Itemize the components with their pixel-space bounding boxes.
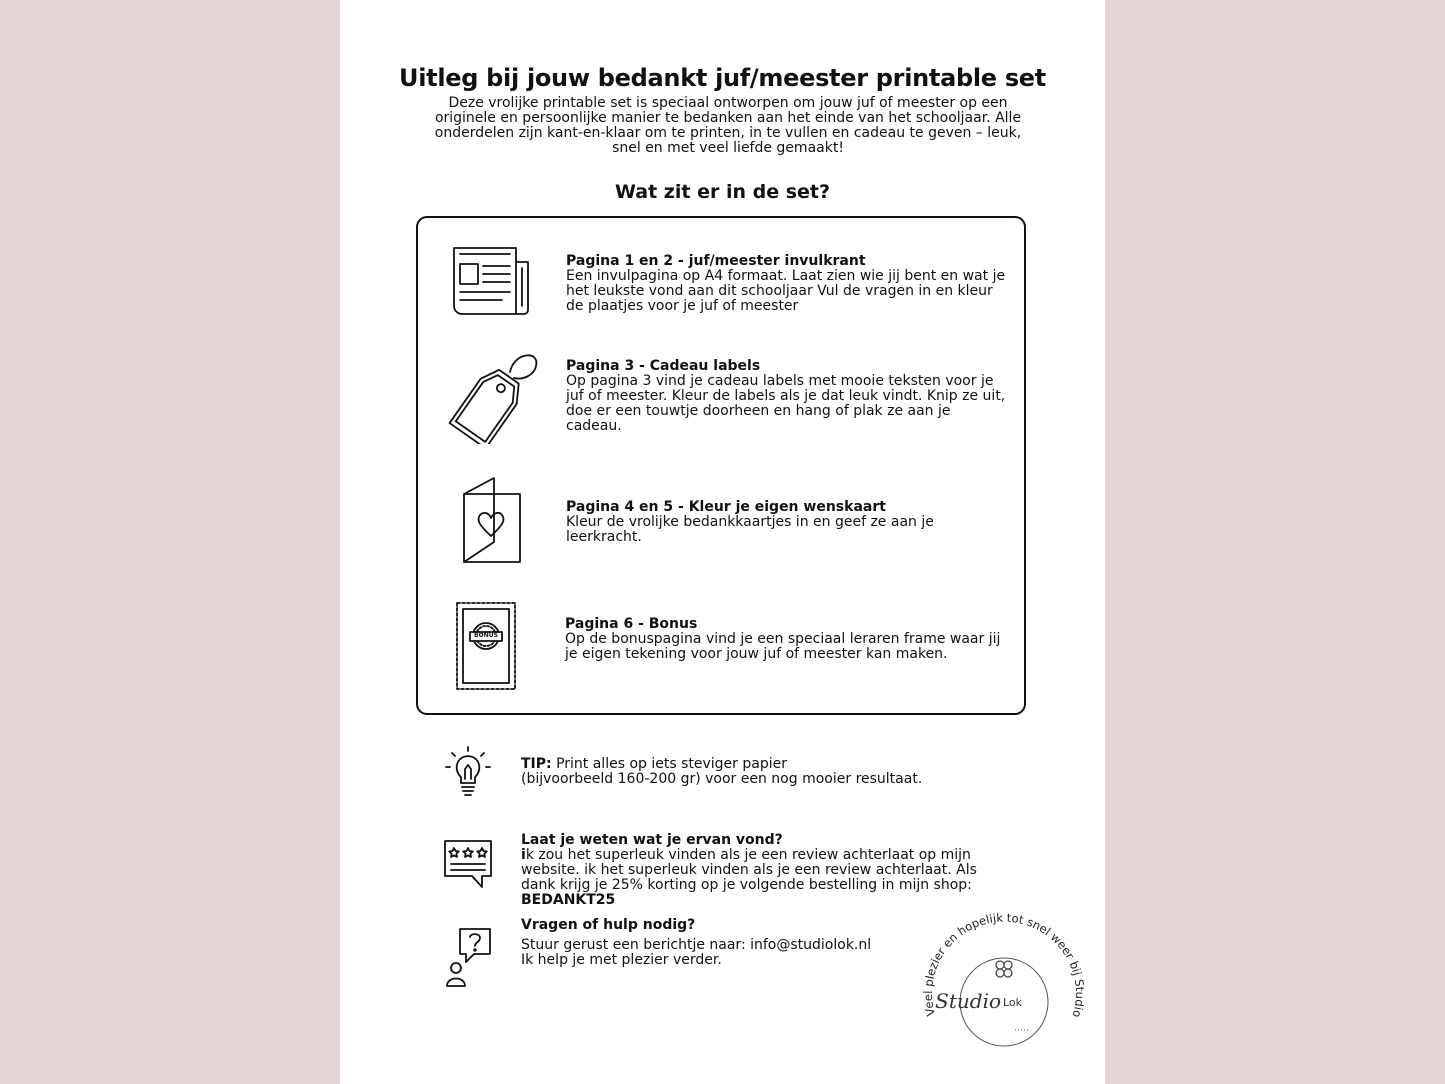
item-heading: Pagina 1 en 2 - juf/meester invulkrant [566,253,866,269]
stamp-logo-text: Lok [1003,996,1023,1009]
item-gift-tags [566,359,1006,434]
intro-paragraph: Deze vrolijke printable set is speciaal ontworpen om jouw juf of meester op een originele en persoonlijke manier te bedanken aan het einde van het schooljaar. Alle onderdelen zijn kant-en-klaar om te printen, in te vullen en cadeau te geven – leuk, snel en met veel liefde gemaakt! [434,95,1022,156]
section-subtitle: Wat zit er in de set? [615,181,830,203]
help-heading: Vragen of hulp nodig? [521,917,696,933]
stamp-arc-text: Veel plezier en hopelijk tot snel weer bij Studio [920,910,1088,1020]
greeting-card-icon [458,474,528,566]
page-title: Uitleg bij jouw bedankt juf/meester printable set [399,64,1046,92]
help-line-2: Ik help je met plezier verder. [521,952,722,968]
item-text: Op pagina 3 vind je cadeau labels met mooie teksten voor je juf of meester. Kleur de labels als je dat leuk vindt. Knip ze uit, doe er een touwtje doorheen en hang of plak ze aan je cadeau. [566,373,1006,434]
item-heading: Pagina 6 - Bonus [565,616,698,632]
review-text: k zou het superleuk vinden als je een review achterlaat op mijn website. ik het superleuk vinden als je een review achterlaat. Als dank krijg je 25% korting op je volgende bestelling in mijn shop: [521,847,977,893]
clover-icon [996,961,1012,977]
tip-line-2: (bijvoorbeeld 160-200 gr) voor een nog mooier resultaat. [521,771,923,787]
lightbulb-icon [444,745,492,799]
contents-box [416,216,1026,715]
stamp-logo-script: Studio [935,989,1001,1013]
gift-tag-icon [444,348,544,444]
tip-label: TIP: [521,756,552,772]
item-bonus [565,617,1005,662]
review-icon [442,838,494,890]
review-heading: Laat je weten wat je ervan vond? [521,832,783,848]
document-page [340,0,1105,1084]
item-text: Op de bonuspagina vind je een speciaal leraren frame waar jij je eigen tekening voor jouw juf of meester kan maken. [565,631,1001,662]
item-text: Een invulpagina op A4 formaat. Laat zien wie jij bent en wat je het leukste vond aan dit schooljaar Vul de vragen in en kleur de plaatjes voor je juf of meester [566,268,1006,314]
studio-lok-stamp [915,880,1095,1060]
help-question-icon [444,926,494,990]
tip-section [521,757,981,787]
item-heading: Pagina 4 en 5 - Kleur je eigen wenskaart [566,499,886,515]
item-greeting-card [566,500,1006,545]
help-section [521,918,921,968]
item-text: Kleur de vrolijke bedankkaartjes in en geef ze aan je leerkracht. [566,514,934,545]
item-heading: Pagina 3 - Cadeau labels [566,358,761,374]
newspaper-icon [450,244,534,320]
help-line-1: Stuur gerust een berichtje naar: info@studiolok.nl [521,937,872,953]
item-newspaper [566,254,1006,314]
review-first-letter: i [521,847,526,863]
bonus-badge-label: BONUS [474,632,498,639]
tip-line-1: Print alles op iets steviger papier [551,756,787,772]
discount-code: BEDANKT25 [521,892,616,908]
bonus-frame-icon [454,600,518,692]
